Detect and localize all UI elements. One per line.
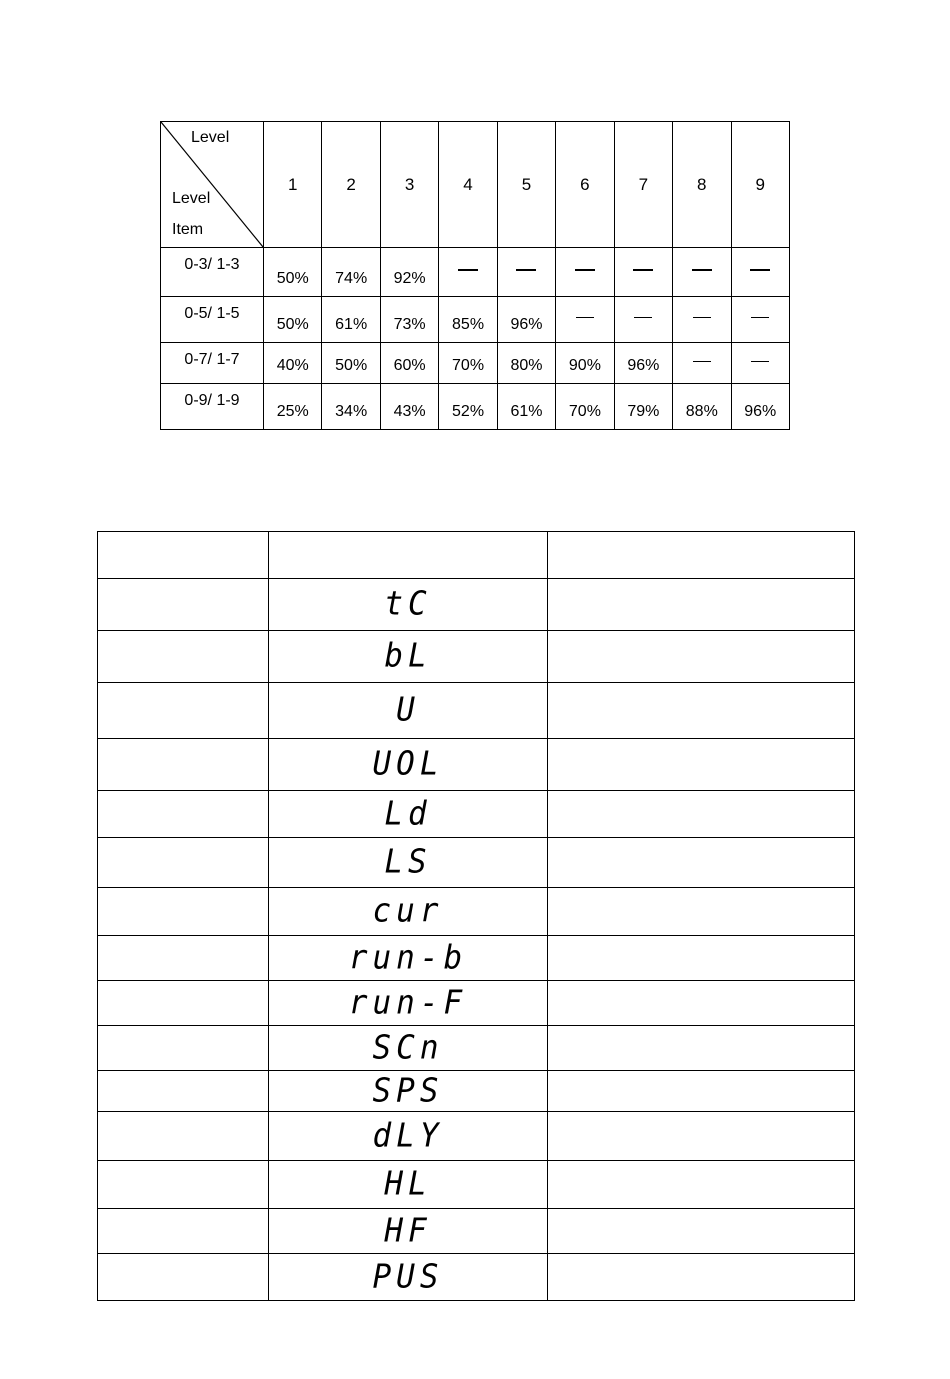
dash-mark [633,269,653,271]
percentage-cell: 40% [264,343,322,384]
row-item-label: 0-5/ 1-5 [161,297,264,343]
percentage-cell: 61% [322,297,380,343]
blank-cell [548,1254,855,1301]
segment-code-cell [269,1254,548,1301]
segment-code-cell [269,936,548,981]
row-item-label: 0-3/ 1-3 [161,248,264,297]
segment-code-cell [269,1026,548,1071]
corner-level-label: Level [191,129,230,146]
percentage-cell: 92% [380,248,438,297]
blank-cell [98,683,269,739]
empty-dash-cell [556,297,614,343]
blank-cell [98,1112,269,1161]
empty-dash-cell [556,248,614,297]
blank-cell [98,1026,269,1071]
table-row [98,1161,855,1209]
display-table-header-row [98,532,855,579]
display-code-table-body [98,532,855,1301]
level-col-header: 9 [731,122,790,248]
blank-cell [98,631,269,683]
percentage-cell: 88% [673,384,731,430]
empty-dash-cell [673,297,731,343]
blank-cell [548,739,855,791]
segment-display-code: dLY [372,1116,444,1155]
level-col-header: 5 [497,122,555,248]
dash-mark [575,269,595,271]
segment-display-code: LS [384,843,432,881]
percentage-cell: 90% [556,343,614,384]
corner-item-label: Item [172,221,204,238]
empty-dash-cell [731,248,790,297]
segment-code-cell [269,739,548,791]
segment-display-code: HF [384,1211,432,1250]
table-row [98,1026,855,1071]
level-table-header-row [161,122,790,248]
table-row [98,981,855,1026]
segment-code-cell [269,1112,548,1161]
empty-dash-cell [731,343,790,384]
dash-mark [751,361,769,362]
blank-cell [98,791,269,838]
segment-code-cell [269,981,548,1026]
segment-display-code: UOL [372,745,444,783]
percentage-cell: 61% [497,384,555,430]
blank-cell [98,739,269,791]
percentage-cell: 50% [322,343,380,384]
blank-cell [98,1209,269,1254]
diagonal-corner-cell [161,122,264,248]
table-row [98,579,855,631]
table-row [98,1112,855,1161]
segment-display-code: Ld [384,794,432,833]
level-col-header: 1 [264,122,322,248]
blank-cell [548,838,855,888]
blank-cell [548,1026,855,1071]
blank-cell [98,838,269,888]
empty-dash-cell [614,297,672,343]
percentage-cell: 34% [322,384,380,430]
segment-display-code: run-F [348,983,468,1022]
table-row [98,739,855,791]
blank-cell [548,1071,855,1112]
segment-display-code: run-b [348,938,468,977]
percentage-cell: 79% [614,384,672,430]
segment-code-cell [269,888,548,936]
table-row [161,343,790,384]
segment-display-code: cur [372,892,444,930]
segment-display-code: U [396,691,420,729]
percentage-cell: 70% [556,384,614,430]
blank-cell [98,1161,269,1209]
table-row [98,1071,855,1112]
dash-mark [693,361,711,362]
blank-cell [548,888,855,936]
segment-code-cell [269,683,548,739]
dash-mark [692,269,712,271]
blank-cell [548,631,855,683]
level-col-header: 2 [322,122,380,248]
percentage-cell: 96% [731,384,790,430]
corner-level-label-2: Level [172,190,211,207]
header-cell-1 [98,532,269,579]
level-percentage-table [160,121,790,430]
blank-cell [548,936,855,981]
segment-display-code: HL [384,1165,432,1203]
table-row [98,936,855,981]
blank-cell [548,981,855,1026]
empty-dash-cell [497,248,555,297]
empty-dash-cell [673,343,731,384]
segment-display-code: SPS [372,1071,444,1110]
segment-code-cell [269,631,548,683]
percentage-cell: 52% [439,384,497,430]
blank-cell [548,1112,855,1161]
table-row [98,791,855,838]
level-col-header: 7 [614,122,672,248]
table-row [161,248,790,297]
segment-code-cell [269,1209,548,1254]
blank-cell [98,1071,269,1112]
blank-cell [548,1209,855,1254]
percentage-cell: 73% [380,297,438,343]
segment-display-code: PUS [372,1257,444,1296]
percentage-cell: 80% [497,343,555,384]
dash-mark [751,317,769,318]
percentage-cell: 43% [380,384,438,430]
percentage-cell: 50% [264,297,322,343]
row-item-label: 0-9/ 1-9 [161,384,264,430]
level-col-header: 6 [556,122,614,248]
segment-display-code: tC [384,585,432,623]
row-item-label: 0-7/ 1-7 [161,343,264,384]
table-row [98,631,855,683]
table-row [98,1209,855,1254]
table-row [161,297,790,343]
empty-dash-cell [731,297,790,343]
percentage-cell: 25% [264,384,322,430]
blank-cell [548,579,855,631]
display-code-table [97,531,855,1301]
percentage-cell: 96% [497,297,555,343]
empty-dash-cell [439,248,497,297]
percentage-cell: 96% [614,343,672,384]
dash-mark [634,317,652,318]
dash-mark [750,269,770,271]
empty-dash-cell [614,248,672,297]
header-cell-3 [548,532,855,579]
percentage-cell: 74% [322,248,380,297]
blank-cell [98,579,269,631]
dash-mark [693,317,711,318]
percentage-cell: 85% [439,297,497,343]
segment-display-code: SCn [372,1028,444,1067]
level-col-header: 3 [380,122,438,248]
segment-display-code: bL [384,637,432,675]
blank-cell [98,981,269,1026]
dash-mark [458,269,478,271]
level-col-header: 8 [673,122,731,248]
empty-dash-cell [673,248,731,297]
table-row [98,838,855,888]
table-row [98,888,855,936]
segment-code-cell [269,791,548,838]
level-col-header: 4 [439,122,497,248]
blank-cell [548,791,855,838]
segment-code-cell [269,579,548,631]
table-row [161,384,790,430]
segment-code-cell [269,1071,548,1112]
blank-cell [548,1161,855,1209]
segment-code-cell [269,1161,548,1209]
dash-mark [516,269,536,271]
percentage-cell: 70% [439,343,497,384]
percentage-cell: 50% [264,248,322,297]
blank-cell [548,683,855,739]
segment-code-cell [269,838,548,888]
blank-cell [98,1254,269,1301]
header-cell-2 [269,532,548,579]
table-row [98,683,855,739]
table-row [98,1254,855,1301]
percentage-cell: 60% [380,343,438,384]
dash-mark [576,317,594,318]
blank-cell [98,936,269,981]
blank-cell [98,888,269,936]
